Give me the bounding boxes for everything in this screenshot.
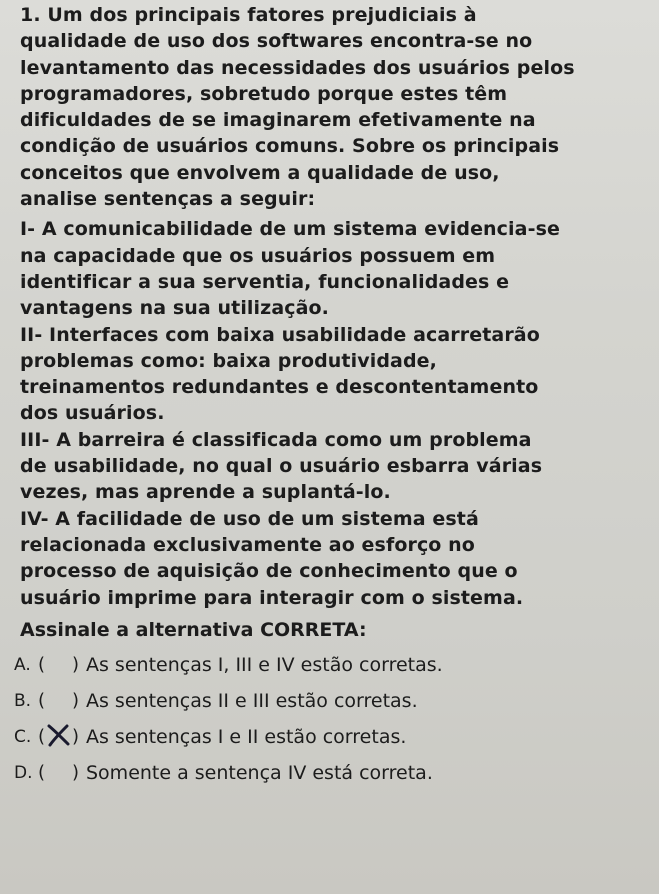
paren-close: ) xyxy=(72,653,80,675)
paren-open: ( xyxy=(38,725,46,747)
question-stem xyxy=(20,2,641,212)
x-mark-icon xyxy=(46,723,70,747)
sentences-list xyxy=(20,216,641,610)
sentence-line: III- A barreira é classificada como um problema xyxy=(20,428,532,451)
question-line: programadores, sobretudo porque estes têm xyxy=(20,82,508,105)
option-letter: A. xyxy=(14,654,31,675)
instruction-text: Assinale a alternativa CORRETA: xyxy=(20,618,367,641)
question-line: dificuldades de se imaginarem efetivamente na xyxy=(20,109,536,132)
option-text: As sentenças I, III e IV estão corretas. xyxy=(86,653,443,676)
option-a[interactable] xyxy=(14,647,641,683)
sentence-line: relacionada exclusivamente ao esforço no xyxy=(20,533,475,556)
option-letter: D. xyxy=(14,762,33,783)
sentence-line: de usabilidade, no qual o usuário esbarra várias xyxy=(20,455,543,478)
question-line: levantamento das necessidades dos usuários pelos xyxy=(20,56,575,79)
paren-close: ) xyxy=(72,689,80,711)
option-text: Somente a sentença IV está correta. xyxy=(86,761,433,784)
question-line: qualidade de uso dos softwares encontra-se no xyxy=(20,30,533,53)
sentence-line: problemas como: baixa produtividade, xyxy=(20,349,437,372)
sentence-line: II- Interfaces com baixa usabilidade acarretarão xyxy=(20,323,540,346)
question-line: conceitos que envolvem a qualidade de uso, xyxy=(20,161,500,184)
sentence-line: na capacidade que os usuários possuem em xyxy=(20,244,496,267)
paren-open: ( xyxy=(38,689,46,711)
option-letter: C. xyxy=(14,726,32,747)
option-text: As sentenças I e II estão corretas. xyxy=(86,725,407,748)
paren-close: ) xyxy=(72,725,80,747)
question-line: 1. Um dos principais fatores prejudiciais à xyxy=(20,4,477,26)
sentence-ii xyxy=(20,322,641,427)
sentence-line: vantagens na sua utilização. xyxy=(20,297,329,320)
option-c[interactable] xyxy=(14,719,641,755)
sentence-line: usuário imprime para interagir com o sistema. xyxy=(20,586,524,609)
answer-options xyxy=(14,647,641,791)
sentence-line: vezes, mas aprende a suplantá-lo. xyxy=(20,481,391,504)
question-line: condição de usuários comuns. Sobre os principais xyxy=(20,135,560,158)
sentence-line: identificar a sua serventia, funcionalidades e xyxy=(20,270,510,293)
option-letter: B. xyxy=(14,690,32,711)
paren-open: ( xyxy=(38,653,46,675)
sentence-line: IV- A facilidade de uso de um sistema está xyxy=(20,507,479,530)
sentence-line: I- A comunicabilidade de um sistema evidencia-se xyxy=(20,218,560,241)
option-b[interactable] xyxy=(14,683,641,719)
sentence-line: treinamentos redundantes e descontentamento xyxy=(20,376,539,399)
sentence-iii xyxy=(20,427,641,506)
paren-close: ) xyxy=(72,761,80,783)
paren-open: ( xyxy=(38,761,46,783)
sentence-iv xyxy=(20,506,641,611)
question-line: analise sentenças a seguir: xyxy=(20,188,316,211)
sentence-line: dos usuários. xyxy=(20,402,165,425)
sentence-i xyxy=(20,216,641,321)
option-text: As sentenças II e III estão corretas. xyxy=(86,689,418,712)
option-d[interactable] xyxy=(14,755,641,791)
sentence-line: processo de aquisição de conhecimento que o xyxy=(20,560,518,583)
